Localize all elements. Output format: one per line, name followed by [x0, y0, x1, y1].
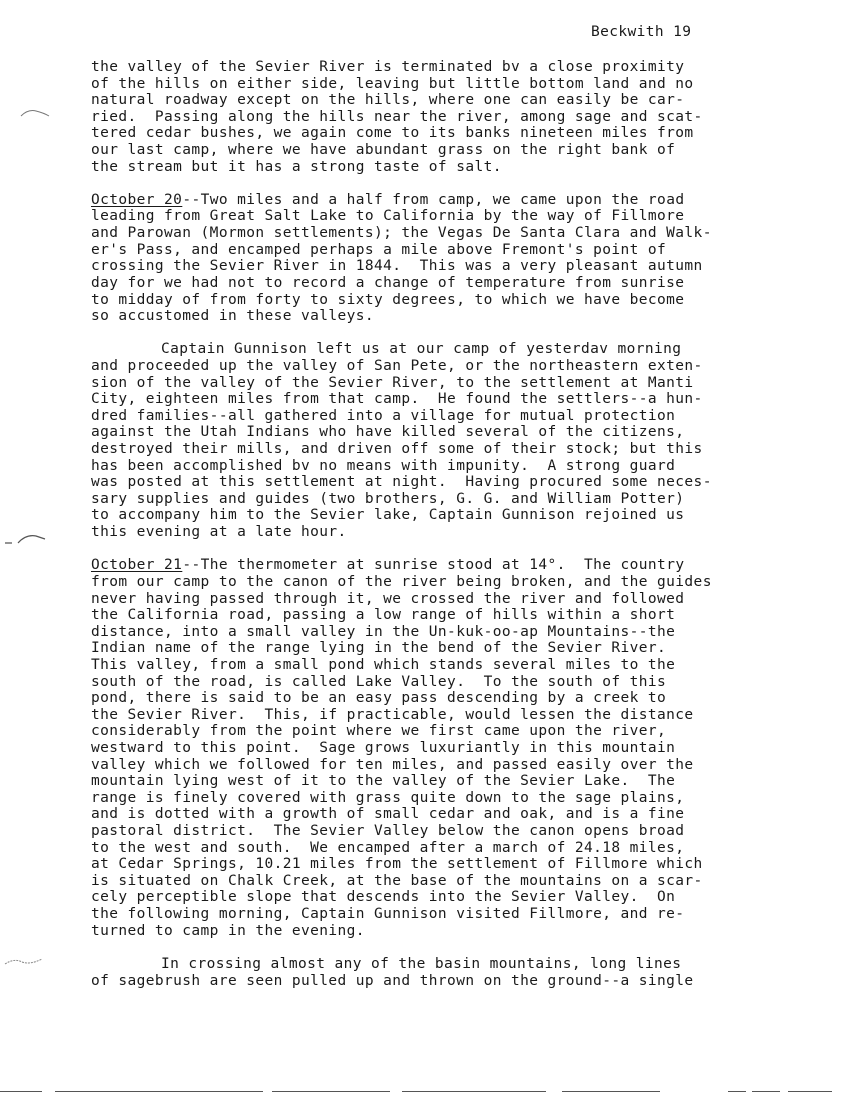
footer-rule-fragment	[402, 1091, 546, 1092]
footer-rule-fragment	[272, 1091, 390, 1092]
text-line: the California road, passing a low range of hills within a short	[91, 607, 676, 624]
text-line: This valley, from a small pond which stands several miles to the	[91, 656, 676, 673]
text-line	[91, 192, 791, 209]
text-line: at Cedar Springs, 10.21 miles from the settlement of Fillmore which	[91, 856, 703, 873]
text-line: mountain lying west of it to the valley of the Sevier Lake. The	[91, 773, 676, 790]
text-line: against the Utah Indians who have killed several of the citizens,	[91, 424, 685, 441]
text-line	[91, 557, 791, 574]
text-line: sion of the valley of the Sevier River, to the settlement at Manti	[91, 374, 694, 391]
paragraph	[91, 341, 791, 540]
footer-rule-fragment	[562, 1091, 660, 1092]
text-line: from our camp to the canon of the river being broken, and the guides	[91, 573, 712, 590]
text-line: City, eighteen miles from that camp. He found the settlers--a hun-	[91, 391, 703, 408]
footer-rule-fragment	[788, 1091, 832, 1092]
date-heading: October 20	[91, 191, 183, 208]
document-body	[91, 59, 791, 1006]
margin-pencil-mark	[4, 954, 44, 968]
footer-rule-fragment	[0, 1091, 42, 1092]
footer-rule-fragment	[752, 1091, 780, 1092]
text-line: so accustomed in these valleys.	[91, 308, 375, 325]
text-line: was posted at this settlement at night. Having procured some neces-	[91, 474, 712, 491]
text-line: is situated on Chalk Creek, at the base of the mountains on a scar-	[91, 872, 703, 889]
text-line: the valley of the Sevier River is terminated bv a close proximity	[91, 59, 685, 75]
text-line: destroyed their mills, and driven off some of their stock; but this	[91, 441, 703, 458]
date-heading: October 21	[91, 557, 183, 574]
margin-pencil-mark	[20, 106, 50, 120]
text-line: and proceeded up the valley of San Pete, or the northeastern exten-	[91, 357, 703, 374]
text-line: Captain Gunnison left us at our camp of yesterdav morning	[161, 341, 682, 358]
text-line: our last camp, where we have abundant grass on the right bank of	[91, 142, 676, 159]
text-line: range is finely covered with grass quite down to the sage plains,	[91, 789, 685, 806]
margin-pencil-mark	[4, 531, 46, 547]
text-line: cely perceptible slope that descends into the Sevier Valley. On	[91, 889, 676, 906]
text-line: to the west and south. We encamped after a march of 24.18 miles,	[91, 839, 685, 856]
text-line: sary supplies and guides (two brothers, G. G. and William Potter)	[91, 490, 685, 507]
text-line: south of the road, is called Lake Valley. To the south of this	[91, 673, 667, 690]
text-line: distance, into a small valley in the Un-kuk-oo-ap Mountains--the	[91, 623, 676, 640]
text-line: the stream but it has a strong taste of salt.	[91, 158, 502, 175]
text-line-rest: --The thermometer at sunrise stood at 14°. The country	[182, 557, 685, 574]
text-line: valley which we followed for ten miles, and passed easily over the	[91, 756, 694, 773]
text-line: and is dotted with a growth of small cedar and oak, and is a fine	[91, 806, 685, 823]
text-line: pastoral district. The Sevier Valley below the canon opens broad	[91, 823, 685, 840]
text-line: of sagebrush are seen pulled up and thrown on the ground--a single	[91, 972, 694, 989]
text-line: never having passed through it, we crossed the river and followed	[91, 590, 685, 607]
text-line: leading from Great Salt Lake to California by the way of Fillmore	[91, 208, 685, 225]
paragraph	[91, 59, 791, 175]
text-line: to accompany him to the Sevier lake, Captain Gunnison rejoined us	[91, 507, 685, 524]
text-line: considerably from the point where we first came upon the river,	[91, 723, 667, 740]
text-line: to midday of from forty to sixty degrees, to which we have become	[91, 291, 685, 308]
paragraph-october-20	[91, 192, 791, 325]
text-line: the following morning, Captain Gunnison visited Fillmore, and re-	[91, 906, 685, 923]
text-line: this evening at a late hour.	[91, 524, 347, 541]
text-line: has been accomplished bv no means with impunity. A strong guard	[91, 457, 676, 474]
text-line: Indian name of the range lying in the bend of the Sevier River.	[91, 640, 667, 657]
text-line: of the hills on either side, leaving but little bottom land and no	[91, 75, 694, 92]
text-line: natural roadway except on the hills, where one can easily be car-	[91, 92, 685, 109]
text-line: the Sevier River. This, if practicable, would lessen the distance	[91, 706, 694, 723]
text-line: day for we had not to record a change of temperature from sunrise	[91, 274, 685, 291]
paragraph	[91, 956, 791, 989]
text-line: ried. Passing along the hills near the river, among sage and scat-	[91, 108, 703, 125]
text-line: In crossing almost any of the basin mountains, long lines	[161, 955, 682, 972]
text-line: westward to this point. Sage grows luxuriantly in this mountain	[91, 739, 676, 756]
text-line: turned to camp in the evening.	[91, 922, 365, 939]
text-line: pond, there is said to be an easy pass descending by a creek to	[91, 690, 667, 707]
text-line: tered cedar bushes, we again come to its banks nineteen miles from	[91, 125, 694, 142]
text-line: er's Pass, and encamped perhaps a mile above Fremont's point of	[91, 241, 667, 258]
text-line: dred families--all gathered into a village for mutual protection	[91, 407, 676, 424]
text-line: and Parowan (Mormon settlements); the Vegas De Santa Clara and Walk-	[91, 225, 712, 242]
text-line: crossing the Sevier River in 1844. This was a very pleasant autumn	[91, 258, 703, 275]
page-header: Beckwith 19	[591, 24, 692, 40]
footer-rule-fragment	[55, 1091, 263, 1092]
text-line-rest: --Two miles and a half from camp, we came upon the road	[182, 191, 685, 208]
footer-rule-fragment	[728, 1091, 746, 1092]
paragraph-october-21	[91, 557, 791, 939]
